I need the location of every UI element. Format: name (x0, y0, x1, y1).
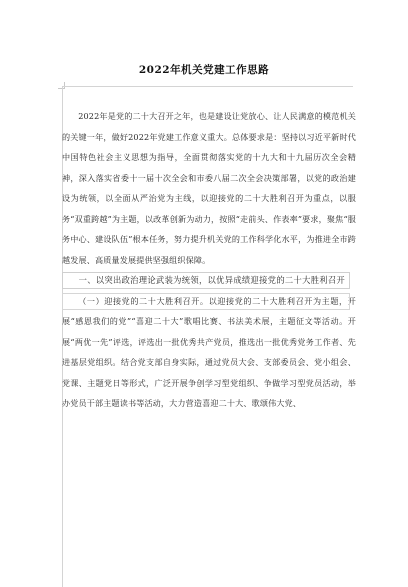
document-title: 2022年机关党建工作思路 (138, 64, 270, 76)
subsection-text: （一）迎接党的二十大胜利召开。以迎接党的二十大胜利召开为主题，开展“感恩我们的党”“喜迎二十大”歌唱比赛、书法美术展，主题征文等活动。开展“两优一先”评选，评选出一批优秀共产党员，推选出一批优秀党务工作者、先进基层党组织。结合党支部自身实际，通过党员大会、支部委员会、党小组会、党课、主题党日等形式，广泛开展争创学习型党组织、争做学习型党员活动，举办党员干部主题读书等活动，大力营造喜迎二十大、歌颂伟大党、 (62, 295, 356, 408)
section-heading-text: 一、以突出政治理论武装为统领，以优异成绩迎接党的二十大胜利召开 (78, 275, 346, 285)
section-heading-1 (62, 270, 356, 291)
document-body (62, 106, 356, 414)
subsection-paragraph-1 (62, 291, 356, 414)
intro-paragraph: 2022年是党的二十大召开之年，也是建设让党放心、让人民满意的模范机关的关键一年，做好2022年党建工作意义重大。总体要求是：坚持以习近平新时代中国特色社会主义思想为指导，全面贯彻落实党的十九大和十九届历次全会精神，深入落实省委十一届十次全会和市委八届二次全会决策部署，以党的政治建设为统领，以全面从严治党为主线，以迎接党的二十大胜利召开为重点，以服务“双重跨越”为主题，以改革创新为动力，按照“走前头、作表率”要求，聚焦“服务中心、建设队伍”根本任务，努力提升机关党的工作科学化水平，为推进全市跨越发展、高质量发展提供坚强组织保障。 (62, 111, 356, 265)
